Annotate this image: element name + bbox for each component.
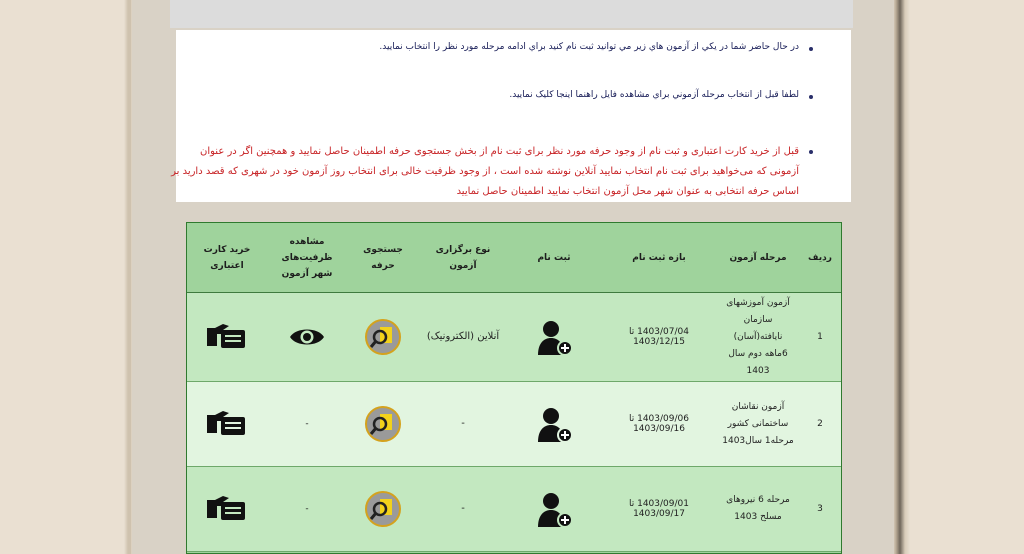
- notice-current-exams: در حال حاضر شما در يکي از آزمون هاي زير مي توانيد ثبت نام کنيد براي ادامه مرحله مورد نظر را انتخاب نماييد.: [168, 42, 799, 52]
- table-header-row: [187, 223, 841, 293]
- row-search-cell: [347, 293, 419, 382]
- table-row: [187, 467, 841, 552]
- hand-card-icon[interactable]: [205, 492, 249, 526]
- header-capacity: مشاهده ظرفیت‌های شهر آزمون: [267, 223, 347, 293]
- row-stage: آزمون نقاشان ساختمانی کشور مرحله1 سال1403: [717, 382, 799, 467]
- row-search-cell: [347, 467, 419, 552]
- header-mode: نوع برگزاری آزمون: [419, 223, 507, 293]
- main-content: [132, 0, 894, 554]
- top-band: [170, 0, 853, 28]
- exam-table: [186, 222, 842, 554]
- notice-warning: قبل از خرید کارت اعتباری و ثبت نام از وجود حرفه مورد نظر برای ثبت نام از بخش جستجوی حرفه اطمینان حاصل نمایید و همچنین اگر در عنوان آزمونی که می‌خواهید برای ثبت نام انتخاب نمایید آنلاین نوشته شده است ، از وجود ظرفیت خالی برای انتخاب روز آزمون خود در شهری که قصد دارید بر اساس حرفه انتخابی به عنوان شهر محل آزمون انتخاب نمایید اطمینان حاصل نمایید: [168, 142, 799, 202]
- profession-search-icon[interactable]: [365, 406, 401, 442]
- notice-help-file-link[interactable]: لطفا قبل از انتخاب مرحله آزموني براي مشاهده فايل راهنما اينجا کليک نماييد.: [168, 90, 799, 100]
- row-capacity: -: [267, 382, 347, 467]
- row-stage: مرحله 6 نیروهای مسلح 1403: [717, 467, 799, 552]
- table-row: [187, 293, 841, 382]
- row-buy-cell: [187, 467, 267, 552]
- add-user-icon[interactable]: [534, 317, 574, 357]
- row-buy-cell: [187, 293, 267, 382]
- hand-card-icon[interactable]: [205, 320, 249, 354]
- add-user-icon[interactable]: [534, 404, 574, 444]
- row-buy-cell: [187, 382, 267, 467]
- row-period: 1403/09/01 تا 1403/09/17: [601, 467, 717, 552]
- row-register-cell: [507, 293, 601, 382]
- row-mode: -: [419, 467, 507, 552]
- header-period: بازه ثبت نام: [601, 223, 717, 293]
- eye-icon[interactable]: [288, 325, 326, 349]
- row-index: 3: [799, 467, 841, 552]
- row-register-cell: [507, 467, 601, 552]
- table-row: [187, 382, 841, 467]
- header-register: ثبت نام: [507, 223, 601, 293]
- row-period: 1403/09/06 تا 1403/09/16: [601, 382, 717, 467]
- row-capacity-cell: [267, 293, 347, 382]
- row-stage: آزمون آموزشهای سازمان نایافته(آسان) 6ماهه دوم سال 1403: [717, 293, 799, 382]
- header-search: جستجوی حرفه: [347, 223, 419, 293]
- add-user-icon[interactable]: [534, 489, 574, 529]
- row-index: 2: [799, 382, 841, 467]
- profession-search-icon[interactable]: [365, 491, 401, 527]
- notice-box: [171, 30, 851, 202]
- row-register-cell: [507, 382, 601, 467]
- row-mode: آنلاین (الکترونیک): [419, 293, 507, 382]
- row-period: 1403/07/04 تا 1403/12/15: [601, 293, 717, 382]
- header-buy-card: خرید کارت اعتباری: [187, 223, 267, 293]
- row-mode: -: [419, 382, 507, 467]
- header-stage: مرحله آزمون: [717, 223, 799, 293]
- hand-card-icon[interactable]: [205, 407, 249, 441]
- profession-search-icon[interactable]: [365, 319, 401, 355]
- row-index: 1: [799, 293, 841, 382]
- header-index: ردیف: [799, 223, 841, 293]
- row-capacity: -: [267, 467, 347, 552]
- row-search-cell: [347, 382, 419, 467]
